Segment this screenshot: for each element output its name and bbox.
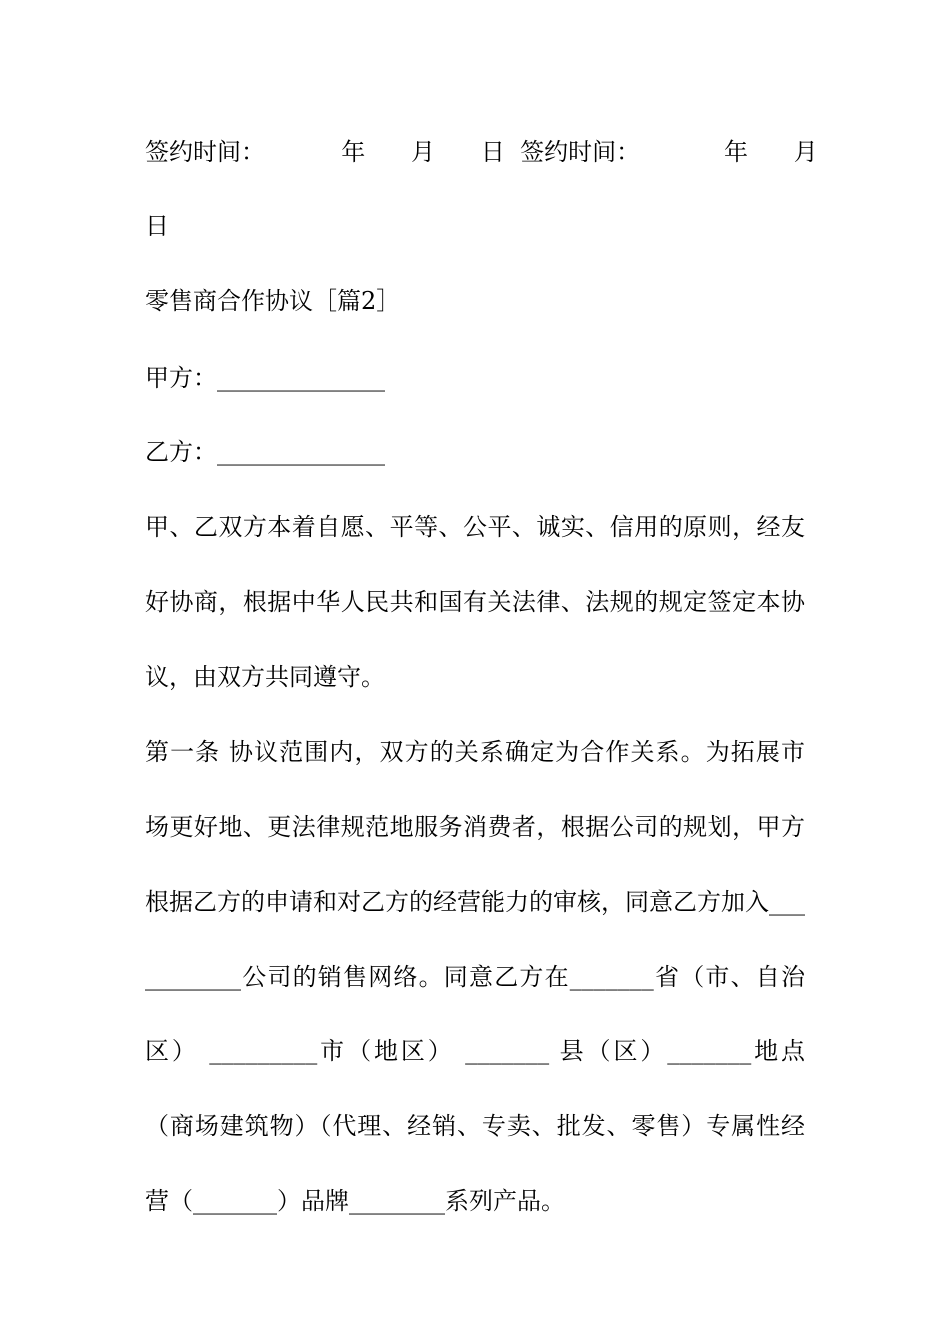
signing-time-line: 签约时间： 年 月 日 签约时间： 年 月 [145, 138, 818, 166]
article-1-line-7: 营（_______）品牌________系列产品。 [145, 1187, 565, 1215]
article-1-line-6: （商场建筑物）（代理、经销、专卖、批发、零售）专属性经 [145, 1112, 805, 1140]
party-a-line: 甲方：______________ [145, 364, 385, 392]
intro-line-1: 甲、乙双方本着自愿、平等、公平、诚实、信用的原则，经友 [145, 513, 805, 541]
article-1-line-5: 区） _________市（地区） _______ 县（区）_______地点 [145, 1037, 805, 1065]
signing-day-text: 日 [145, 212, 169, 240]
article-1-line-4: ________公司的销售网络。同意乙方在_______省（市、自治 [145, 963, 805, 991]
article-1-line-3: 根据乙方的申请和对乙方的经营能力的审核，同意乙方加入___ [145, 888, 805, 916]
intro-line-3: 议，由双方共同遵守。 [145, 663, 385, 691]
intro-line-2: 好协商，根据中华人民共和国有关法律、法规的规定签定本协 [145, 588, 805, 616]
party-b-line: 乙方：______________ [145, 438, 385, 466]
section-title: 零售商合作协议［篇2］ [145, 287, 401, 315]
article-1-line-2: 场更好地、更法律规范地服务消费者，根据公司的规划，甲方 [145, 813, 805, 841]
article-1-line-1: 第一条 协议范围内，双方的关系确定为合作关系。为拓展市 [145, 738, 805, 766]
